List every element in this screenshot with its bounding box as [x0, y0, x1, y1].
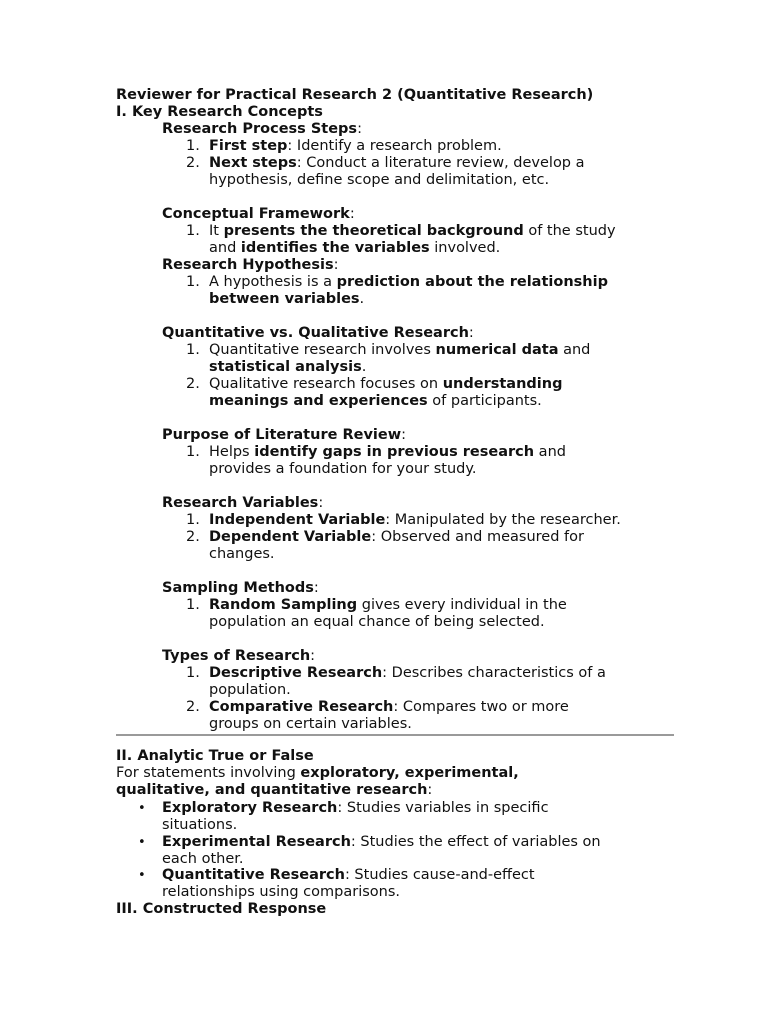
list-number: 2. — [186, 529, 200, 545]
bullet-item-continuation: situations. — [162, 817, 238, 833]
list-item-continuation: groups on certain variables. — [209, 716, 412, 732]
list-number: 1. — [186, 444, 200, 460]
subheading-framework: Conceptual Framework: — [162, 206, 355, 222]
horizontal-divider — [116, 734, 674, 736]
bullet-item-continuation: each other. — [162, 851, 244, 867]
subheading-process: Research Process Steps: — [162, 121, 362, 137]
list-number: 2. — [186, 376, 200, 392]
section-intro: For statements involving exploratory, experimental, — [116, 765, 519, 781]
list-item-continuation: between variables. — [209, 291, 365, 307]
list-item: Quantitative research involves numerical data and — [209, 342, 591, 358]
document-title: Reviewer for Practical Research 2 (Quantitative Research) — [116, 87, 594, 103]
list-item-continuation: provides a foundation for your study. — [209, 461, 477, 477]
bullet-item: Exploratory Research: Studies variables in specific — [162, 800, 549, 816]
list-item-continuation: population. — [209, 682, 291, 698]
list-number: 1. — [186, 597, 200, 613]
list-number: 1. — [186, 342, 200, 358]
list-item: Descriptive Research: Describes characteristics of a — [209, 665, 606, 681]
bullet-icon: • — [138, 868, 146, 883]
list-item: Independent Variable: Manipulated by the researcher. — [209, 512, 621, 528]
list-item-continuation: changes. — [209, 546, 275, 562]
list-item: Helps identify gaps in previous research and — [209, 444, 566, 460]
list-number: 2. — [186, 699, 200, 715]
list-item-continuation: meanings and experiences of participants. — [209, 393, 542, 409]
list-number: 1. — [186, 274, 200, 290]
list-number: 1. — [186, 223, 200, 239]
list-item: Dependent Variable: Observed and measured for — [209, 529, 584, 545]
subheading-types: Types of Research: — [162, 648, 316, 664]
bullet-icon: • — [138, 835, 146, 850]
list-number: 1. — [186, 138, 200, 154]
list-item: First step: Identify a research problem. — [209, 138, 502, 154]
list-item: A hypothesis is a prediction about the relationship — [209, 274, 608, 290]
list-item: Random Sampling gives every individual in the — [209, 597, 567, 613]
bullet-item: Quantitative Research: Studies cause-and-effect — [162, 867, 535, 883]
bullet-item-continuation: relationships using comparisons. — [162, 884, 400, 900]
list-number: 1. — [186, 512, 200, 528]
list-number: 1. — [186, 665, 200, 681]
section-intro-continuation: qualitative, and quantitative research: — [116, 782, 433, 798]
subheading-quant-qual: Quantitative vs. Qualitative Research: — [162, 325, 474, 341]
list-item: Comparative Research: Compares two or more — [209, 699, 569, 715]
list-item: Qualitative research focuses on understanding — [209, 376, 563, 392]
subheading-sampling: Sampling Methods: — [162, 580, 319, 596]
list-item-continuation: statistical analysis. — [209, 359, 367, 375]
list-number: 2. — [186, 155, 200, 171]
section-heading-3: III. Constructed Response — [116, 901, 327, 917]
bullet-icon: • — [138, 801, 146, 816]
list-item: It presents the theoretical background of the study — [209, 223, 616, 239]
list-item: Next steps: Conduct a literature review, develop a — [209, 155, 585, 171]
subheading-variables: Research Variables: — [162, 495, 324, 511]
section-heading-1: I. Key Research Concepts — [116, 104, 323, 120]
subheading-lit-review: Purpose of Literature Review: — [162, 427, 407, 443]
list-item-continuation: population an equal chance of being selected. — [209, 614, 545, 630]
list-item-continuation: hypothesis, define scope and delimitation, etc. — [209, 172, 550, 188]
subheading-hypothesis: Research Hypothesis: — [162, 257, 339, 273]
list-item-continuation: and identifies the variables involved. — [209, 240, 501, 256]
section-heading-2: II. Analytic True or False — [116, 748, 314, 764]
bullet-item: Experimental Research: Studies the effect of variables on — [162, 834, 601, 850]
